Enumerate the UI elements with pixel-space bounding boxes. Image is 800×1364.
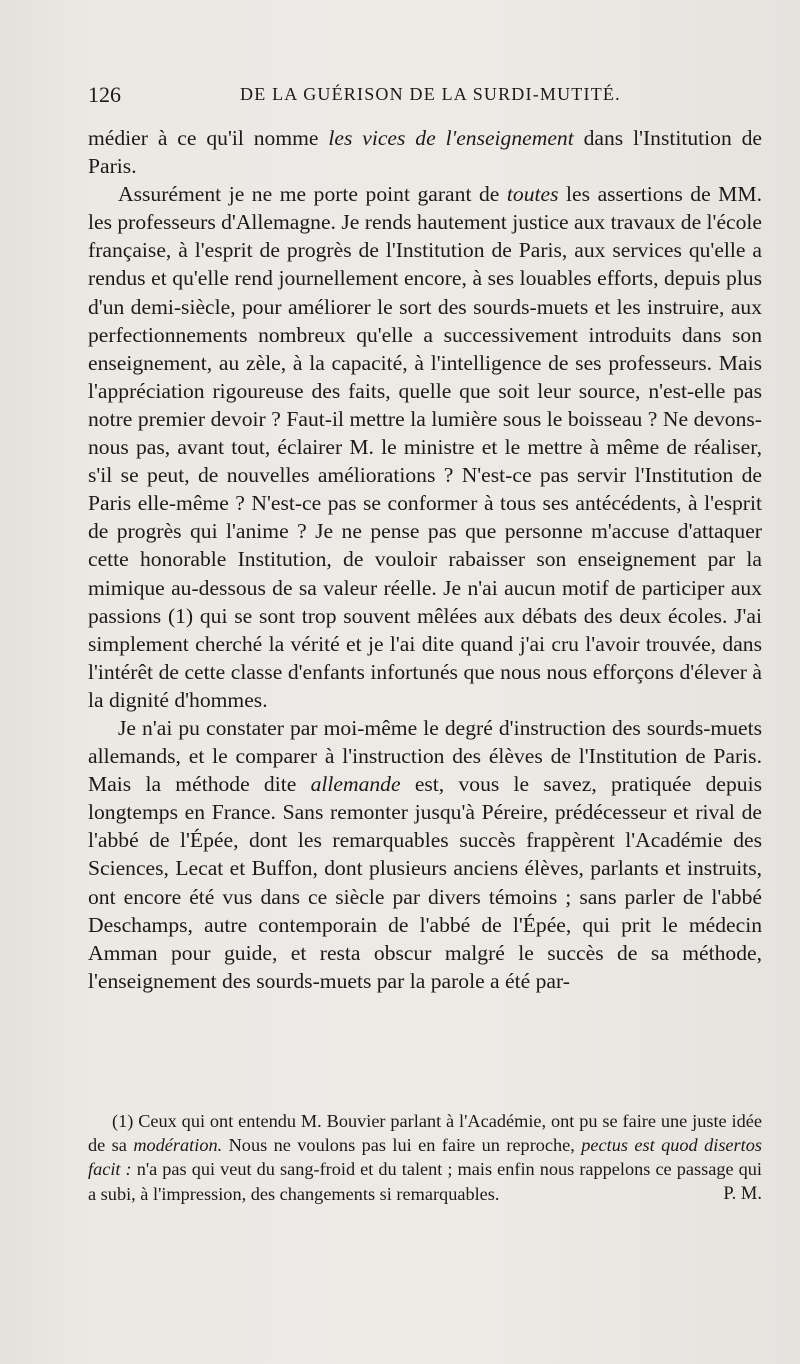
text-run: Je n'ai pu constater par moi-même le degré d'instruction des sourds-muets allemands, et le comparer à l'instruction des élèves de l'Institution de Paris. Mais la méthode dite	[88, 715, 762, 797]
text-run: n'a pas qui veut du sang-froid et du talent ; mais enfin nous rappelons ce passage qui a subi, à l'impression, des changements si remarquables.	[88, 1159, 762, 1204]
italic-run: allemande	[310, 772, 401, 797]
footnote	[88, 1109, 762, 1206]
text-run: médier à ce qu'il nomme	[88, 126, 329, 150]
text-run: Nous ne voulons pas lui en faire un reproche,	[222, 1135, 582, 1156]
page-header	[88, 82, 768, 112]
footnote-1	[88, 1109, 762, 1206]
paragraph-1	[88, 124, 762, 180]
text-run: est, vous le savez, pratiquée depuis longtemps en France. Sans remonter jusqu'à Péreire, prédécesseur et rival de l'abbé de l'Épée, dont les remarquables succès frappèrent l'Académie des Sciences, Lecat et Buffon, dont plusieurs anciens élèves, parlants et instruits, ont encore été vus dans ce siècle par divers témoins ; sans parler de l'abbé Deschamps, autre contemporain de l'abbé de l'Épée, qui prit le médecin Amman pour guide, et resta obscur malgré le succès de sa méthode, l'enseignement des sourds-muets par la parole a été par-	[88, 772, 762, 993]
paragraph-3	[88, 714, 762, 995]
text-run: dans l'Institution de Paris.	[88, 126, 763, 179]
text-run: Assurément je ne me porte point garant de	[118, 182, 507, 207]
italic-run: pectus est quod disertos facit :	[88, 1135, 762, 1180]
italic-run: toutes	[506, 182, 559, 207]
italic-run: les vices de l'enseignement	[328, 126, 574, 150]
page-number: 126	[88, 82, 121, 107]
running-head: DE LA GUÉRISON DE LA SURDI-MUTITÉ.	[240, 84, 621, 104]
text-run: les assertions de MM. les professeurs d'Allemagne. Je rends hautement justice aux travaux de l'école française, à l'esprit de progrès de l'Institution de Paris, aux services qu'elle a rendus et qu'elle rend journellement encore, à ses louables efforts, depuis plus d'un demi-siècle, pour améliorer le sort des sourds-muets et les instruire, aux perfectionnements nombreux qu'elle a successivement introduits dans son enseignement, au zèle, à la capacité, à l'intelligence de ses professeurs. Mais l'appréciation rigoureuse des faits, quelle que soit leur source, n'est-elle pas notre premier devoir ? Faut-il mettre la lumière sous le boisseau ? Ne devons-nous pas, avant tout, éclairer M. le ministre et le mettre à même de réaliser, s'il se peut, de nouvelles améliorations ? N'est-ce pas servir l'Institution de Paris elle-même ? N'est-ce pas se conformer à tous ses antécédents, à l'esprit de progrès qui l'anime ? Je ne pense pas que personne m'accuse d'attaquer cette honorable Institution, de vouloir rabaisser son enseignement par la mimique au-dessous de sa valeur réelle. Je n'ai aucun motif de participer aux passions (1) qui se sont trop souvent mêlées aux débats des deux écoles. J'ai simplement cherché la vérité et je l'ai dite quand j'ai cru l'avoir trouvée, dans l'intérêt de cette classe d'enfants infortunés que nous nous efforçons d'élever à la dignité d'hommes.	[88, 182, 762, 712]
italic-run: modération.	[133, 1135, 223, 1156]
main-text	[88, 124, 762, 995]
text-run: (1) Ceux qui ont entendu M. Bouvier parlant à l'Académie, ont pu se faire une juste idée de sa	[88, 1111, 762, 1156]
paragraph-2	[88, 180, 762, 714]
footnote-signature: P. M.	[723, 1183, 762, 1204]
